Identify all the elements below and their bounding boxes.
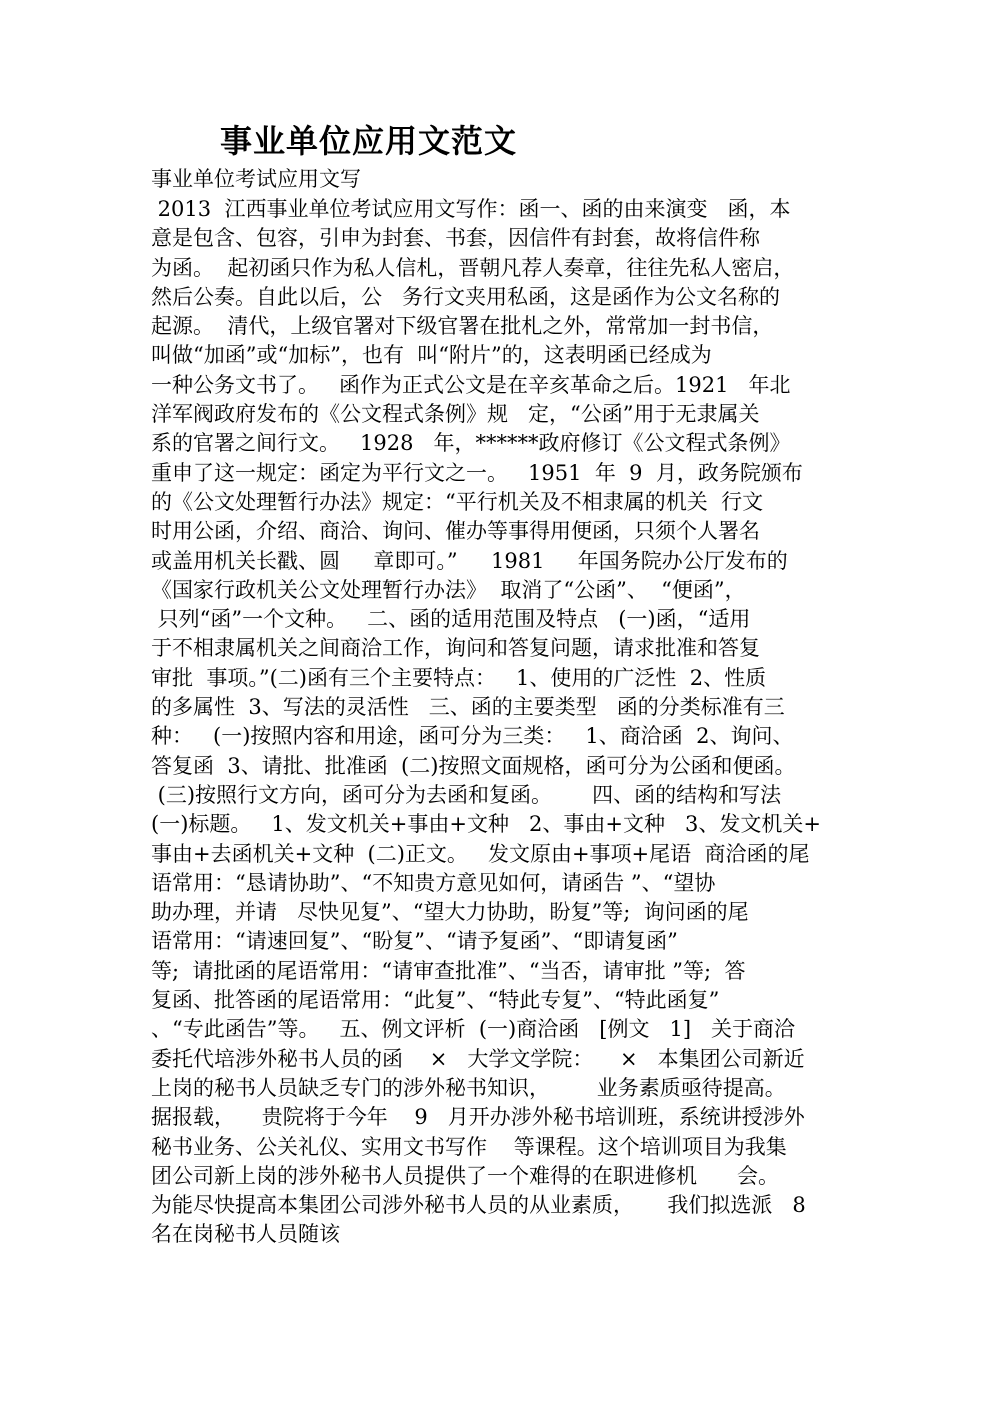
body-line: 只列“函”一个文种。 二、函的适用范围及特点 (一)函，“适用: [151, 607, 751, 632]
body-line: 种： (一)按照内容和用途，函可分为三类： 1、商洽函 2、询问、: [151, 724, 794, 749]
body-line: 然后公奏。自此以后，公 务行文夹用私函，这是函作为公文名称的: [151, 284, 781, 309]
body-line: 为能尽快提高本集团公司涉外秘书人员的从业素质， 我们拟选派 8: [151, 1193, 806, 1218]
document-body: [151, 195, 851, 1250]
body-line: 重申了这一规定：函定为平行文之一。 1951 年 9 月，政务院颁布: [151, 460, 803, 485]
body-line: 助办理，并请 尽快见复”、“望大力协助，盼复”等; 询问函的尾: [151, 900, 749, 925]
body-line: 事由+去函机关+文种 (二)正文。 发文原由+事项+尾语 商洽函的尾: [151, 841, 810, 866]
body-line: 为函。 起初函只作为私人信札，晋朝凡荐人奏章，往往先私人密启，: [151, 255, 795, 280]
body-line: 意是包含、包容，引申为封套、书套，因信件有封套，故将信件称: [151, 226, 760, 251]
body-line: 语常用：“恳请协助”、“不知贵方意见如何，请函告 ”、“望协: [151, 870, 716, 895]
body-line: 系的官署之间行文。 1928 年，******政府修订《公文程式条例》: [151, 431, 791, 456]
body-line: 起源。 清代，上级官署对下级官署在批札之外，常常加一封书信，: [151, 314, 774, 339]
body-line: 复函、批答函的尾语常用：“此复”、“特此专复”、“特此函复”: [151, 988, 720, 1013]
body-line: 答复函 3、请批、批准函 (二)按照文面规格，函可分为公函和便函。: [151, 753, 796, 778]
body-line: (三)按照行文方向，函可分为去函和复函。 四、函的结构和写法: [151, 782, 782, 807]
body-line: 《国家行政机关公文处理暂行办法》 取消了“公函”、 “便函”，: [151, 577, 746, 602]
body-line: 审批 事项。”(二)函有三个主要特点： 1、使用的广泛性 2、性质: [151, 665, 767, 690]
body-line: 时用公函，介绍、商洽、询问、催办等事得用便函，只须个人署名: [151, 519, 760, 544]
document-subtitle: 事业单位考试应用文写: [151, 167, 361, 191]
body-line: 等; 请批函的尾语常用：“请审查批准”、“当否，请审批 ”等; 答: [151, 958, 746, 983]
body-line: 据报载， 贵院将于今年 9 月开办涉外秘书培训班，系统讲授涉外: [151, 1105, 805, 1130]
body-line: 2013 江西事业单位考试应用文写作：函一、函的由来演变 函，本: [151, 197, 791, 221]
body-line: 团公司新上岗的涉外秘书人员提供了一个难得的在职进修机 会。: [151, 1163, 780, 1188]
body-line: 于不相隶属机关之间商洽工作，询问和答复问题，请求批准和答复: [151, 636, 760, 661]
body-line: 洋军阀政府发布的《公文程式条例》规 定，“公函”用于无隶属关: [151, 402, 760, 427]
body-line: 的《公文处理暂行办法》规定：“平行机关及不相隶属的机关 行文: [151, 489, 764, 514]
body-line: 语常用：“请速回复”、“盼复”、“请予复函”、“即请复函”: [151, 929, 678, 954]
body-line: 上岗的秘书人员缺乏专门的涉外秘书知识， 业务素质亟待提高。: [151, 1075, 786, 1100]
body-line: 、“专此函告”等。 五、例文评析 (一)商洽函 [例文 1] 关于商洽: [151, 1017, 796, 1042]
document-title: 事业单位应用文范文: [220, 122, 518, 160]
body-line: 一种公务文书了。 函作为正式公文是在辛亥革命之后。1921 年北: [151, 372, 791, 397]
body-line: 或盖用机关长戳、圆 章即可。” 1981 年国务院办公厅发布的: [151, 548, 788, 573]
body-line: 委托代培涉外秘书人员的函 × 大学文学院： × 本集团公司新近: [151, 1046, 805, 1071]
body-line: 秘书业务、公关礼仪、实用文书写作 等课程。这个培训项目为我集: [151, 1134, 787, 1159]
body-line: 叫做“加函”或“加标”，也有 叫“附片”的，这表明函已经成为: [151, 343, 712, 368]
body-line: 的多属性 3、写法的灵活性 三、函的主要类型 函的分类标准有三: [151, 695, 785, 720]
body-line: 名在岗秘书人员随该: [151, 1222, 340, 1247]
body-line: (一)标题。 1、发文机关+事由+文种 2、事由+文种 3、发文机关+: [151, 812, 821, 837]
